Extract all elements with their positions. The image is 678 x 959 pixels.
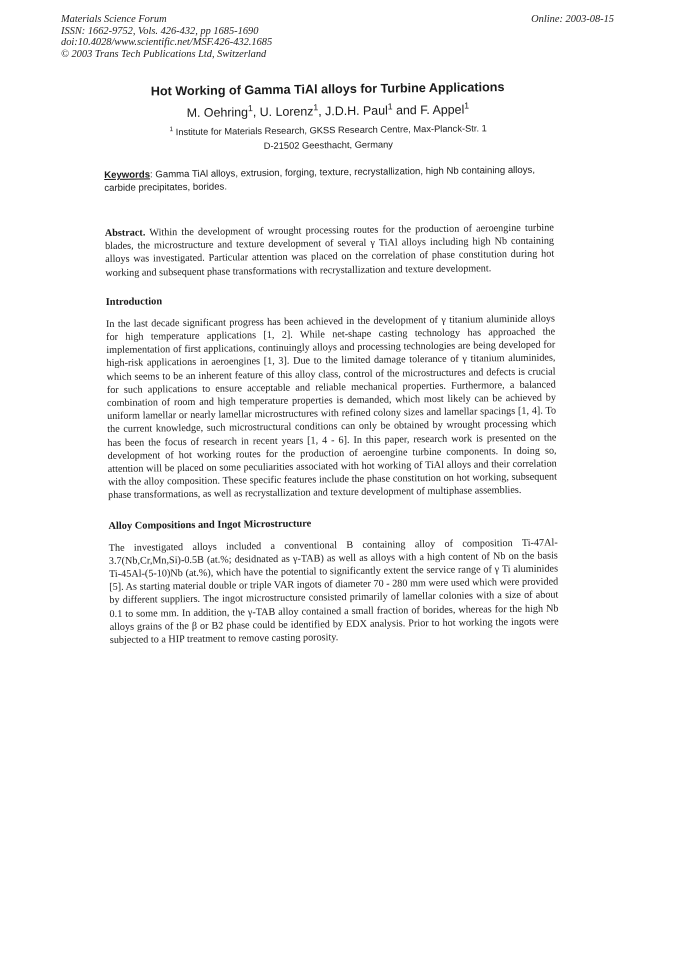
section-heading: Introduction bbox=[105, 296, 163, 308]
abstract-label: Abstract. bbox=[104, 227, 146, 239]
abstract bbox=[105, 222, 555, 280]
affiliation-text: Institute for Materials Research, GKSS Research Centre, Max-Planck-Str. 1 bbox=[175, 123, 487, 138]
paper-title: Hot Working of Gamma TiAl alloys for Turbine Applications bbox=[150, 80, 505, 99]
author-separator: and bbox=[392, 103, 421, 118]
author-separator: , bbox=[318, 104, 326, 119]
journal-header bbox=[61, 14, 272, 60]
section-text: In the last decade significant progress has been achieved in the development of γ titanium aluminide alloys for high temperature applications [1, 2]. While net-shape casting technology has approached the implementation of first applications, continuingly alloys and processing technologies are being developed for high-risk applications in aeroengines [1, 3]. Due to the limited damage tolerance of γ titanium aluminides, which seems to be an inherent feature of this alloy class, control of the microstructures and defects is crucial for such applications to ensure acceptable and reliable mechanical properties. Furthermore, a balanced combination of room and high temperature properties is demanded, which most likely can be achieved by uniform lamellar or nearly lamellar microstructures with refined colony sizes and lamellar spacings [1, 4]. To the current knowledge, such microstructural conditions can only be obtained by wrought processing which has been the focus of research in recent years [1, 4 - 6]. In this paper, research work is presented on the development of hot working routes for the production of aeroengine turbine components. In doing so, attention will be placed on some peculiarities associated with hot working of TiAl alloys and their correlation with the alloy composition. These specific features include the phase constitution on hot working, subsequent phase transformations, as well as recrystallization and texture development of multiphase assemblies. bbox=[105, 313, 557, 502]
author-name: F. Appel bbox=[420, 102, 465, 118]
section-text: The investigated alloys included a conventional B containing alloy of composition Ti-47Al-3.7(Nb,Cr,Mn,Si)-0.5B (at.%; desidnated as γ-TAB) as well as alloys with a high content of Nb on the basis Ti-45Al-(5-10)Nb (at.%), which have the potential to significantly extent the service range of γ Ti aluminides [5]. As starting material double or triple VAR ingots of diameter 70 - 280 mm were used which were provided by different suppliers. The ingot microstructure consisted primarily of lamellar colonies with a size of about 0.1 to some mm. In addition, the γ-TAB alloy contained a small fraction of borides, whereas for the high Nb alloys grains of the β or B2 phase could be identified by EDX analysis. Prior to hot working the ingots were subjected to a HIP treatment to remove casting porosity. bbox=[108, 537, 559, 647]
online-date: Online: 2003-08-15 bbox=[531, 14, 614, 25]
affiliation-marker: 1 bbox=[169, 126, 174, 134]
author-affil-marker: 1 bbox=[387, 101, 393, 112]
doi-line[interactable]: doi:10.4028/www.scientific.net/MSF.426-432.1685 bbox=[61, 37, 273, 49]
abstract-text: Within the development of wrought processing routes for the production of aeroengine turbine blades, the microstructure and texture development of several γ TiAl alloys including high Nb containing alloys was investigated. Particular attention was placed on the correlation of phase constitution during hot working and subsequent phase transformations with recrystallization and texture development. bbox=[104, 222, 555, 279]
author-affil-marker: 1 bbox=[464, 100, 470, 111]
section-alloy-compositions bbox=[108, 515, 559, 647]
affiliation bbox=[104, 121, 553, 156]
section-introduction bbox=[106, 291, 557, 502]
author-affil-marker: 1 bbox=[313, 102, 319, 113]
section-heading: Alloy Compositions and Ingot Microstructure bbox=[108, 518, 312, 532]
author-name: U. Lorenz bbox=[259, 104, 314, 120]
keywords-block bbox=[104, 165, 553, 195]
copyright-line: © 2003 Trans Tech Publications Ltd, Switzerland bbox=[61, 48, 267, 60]
affiliation-line-2: D-21502 Geesthacht, Germany bbox=[263, 139, 393, 152]
author-name: J.D.H. Paul bbox=[325, 103, 388, 119]
author-list bbox=[103, 102, 552, 121]
author-affil-marker: 1 bbox=[247, 103, 253, 114]
journal-name: Materials Science Forum bbox=[61, 14, 167, 25]
keywords-colon: : bbox=[149, 169, 156, 181]
keywords-text: Gamma TiAl alloys, extrusion, forging, texture, recrystallization, high Nb containing alloys, carbide precipitates, borides. bbox=[104, 164, 536, 194]
issn-line: ISSN: 1662-9752, Vols. 426-432, pp 1685-1690 bbox=[61, 25, 259, 37]
author-name: M. Oehring bbox=[186, 105, 249, 120]
keywords-label: Keywords bbox=[104, 169, 151, 181]
author-separator: , bbox=[252, 105, 260, 120]
paper-body bbox=[103, 75, 559, 648]
